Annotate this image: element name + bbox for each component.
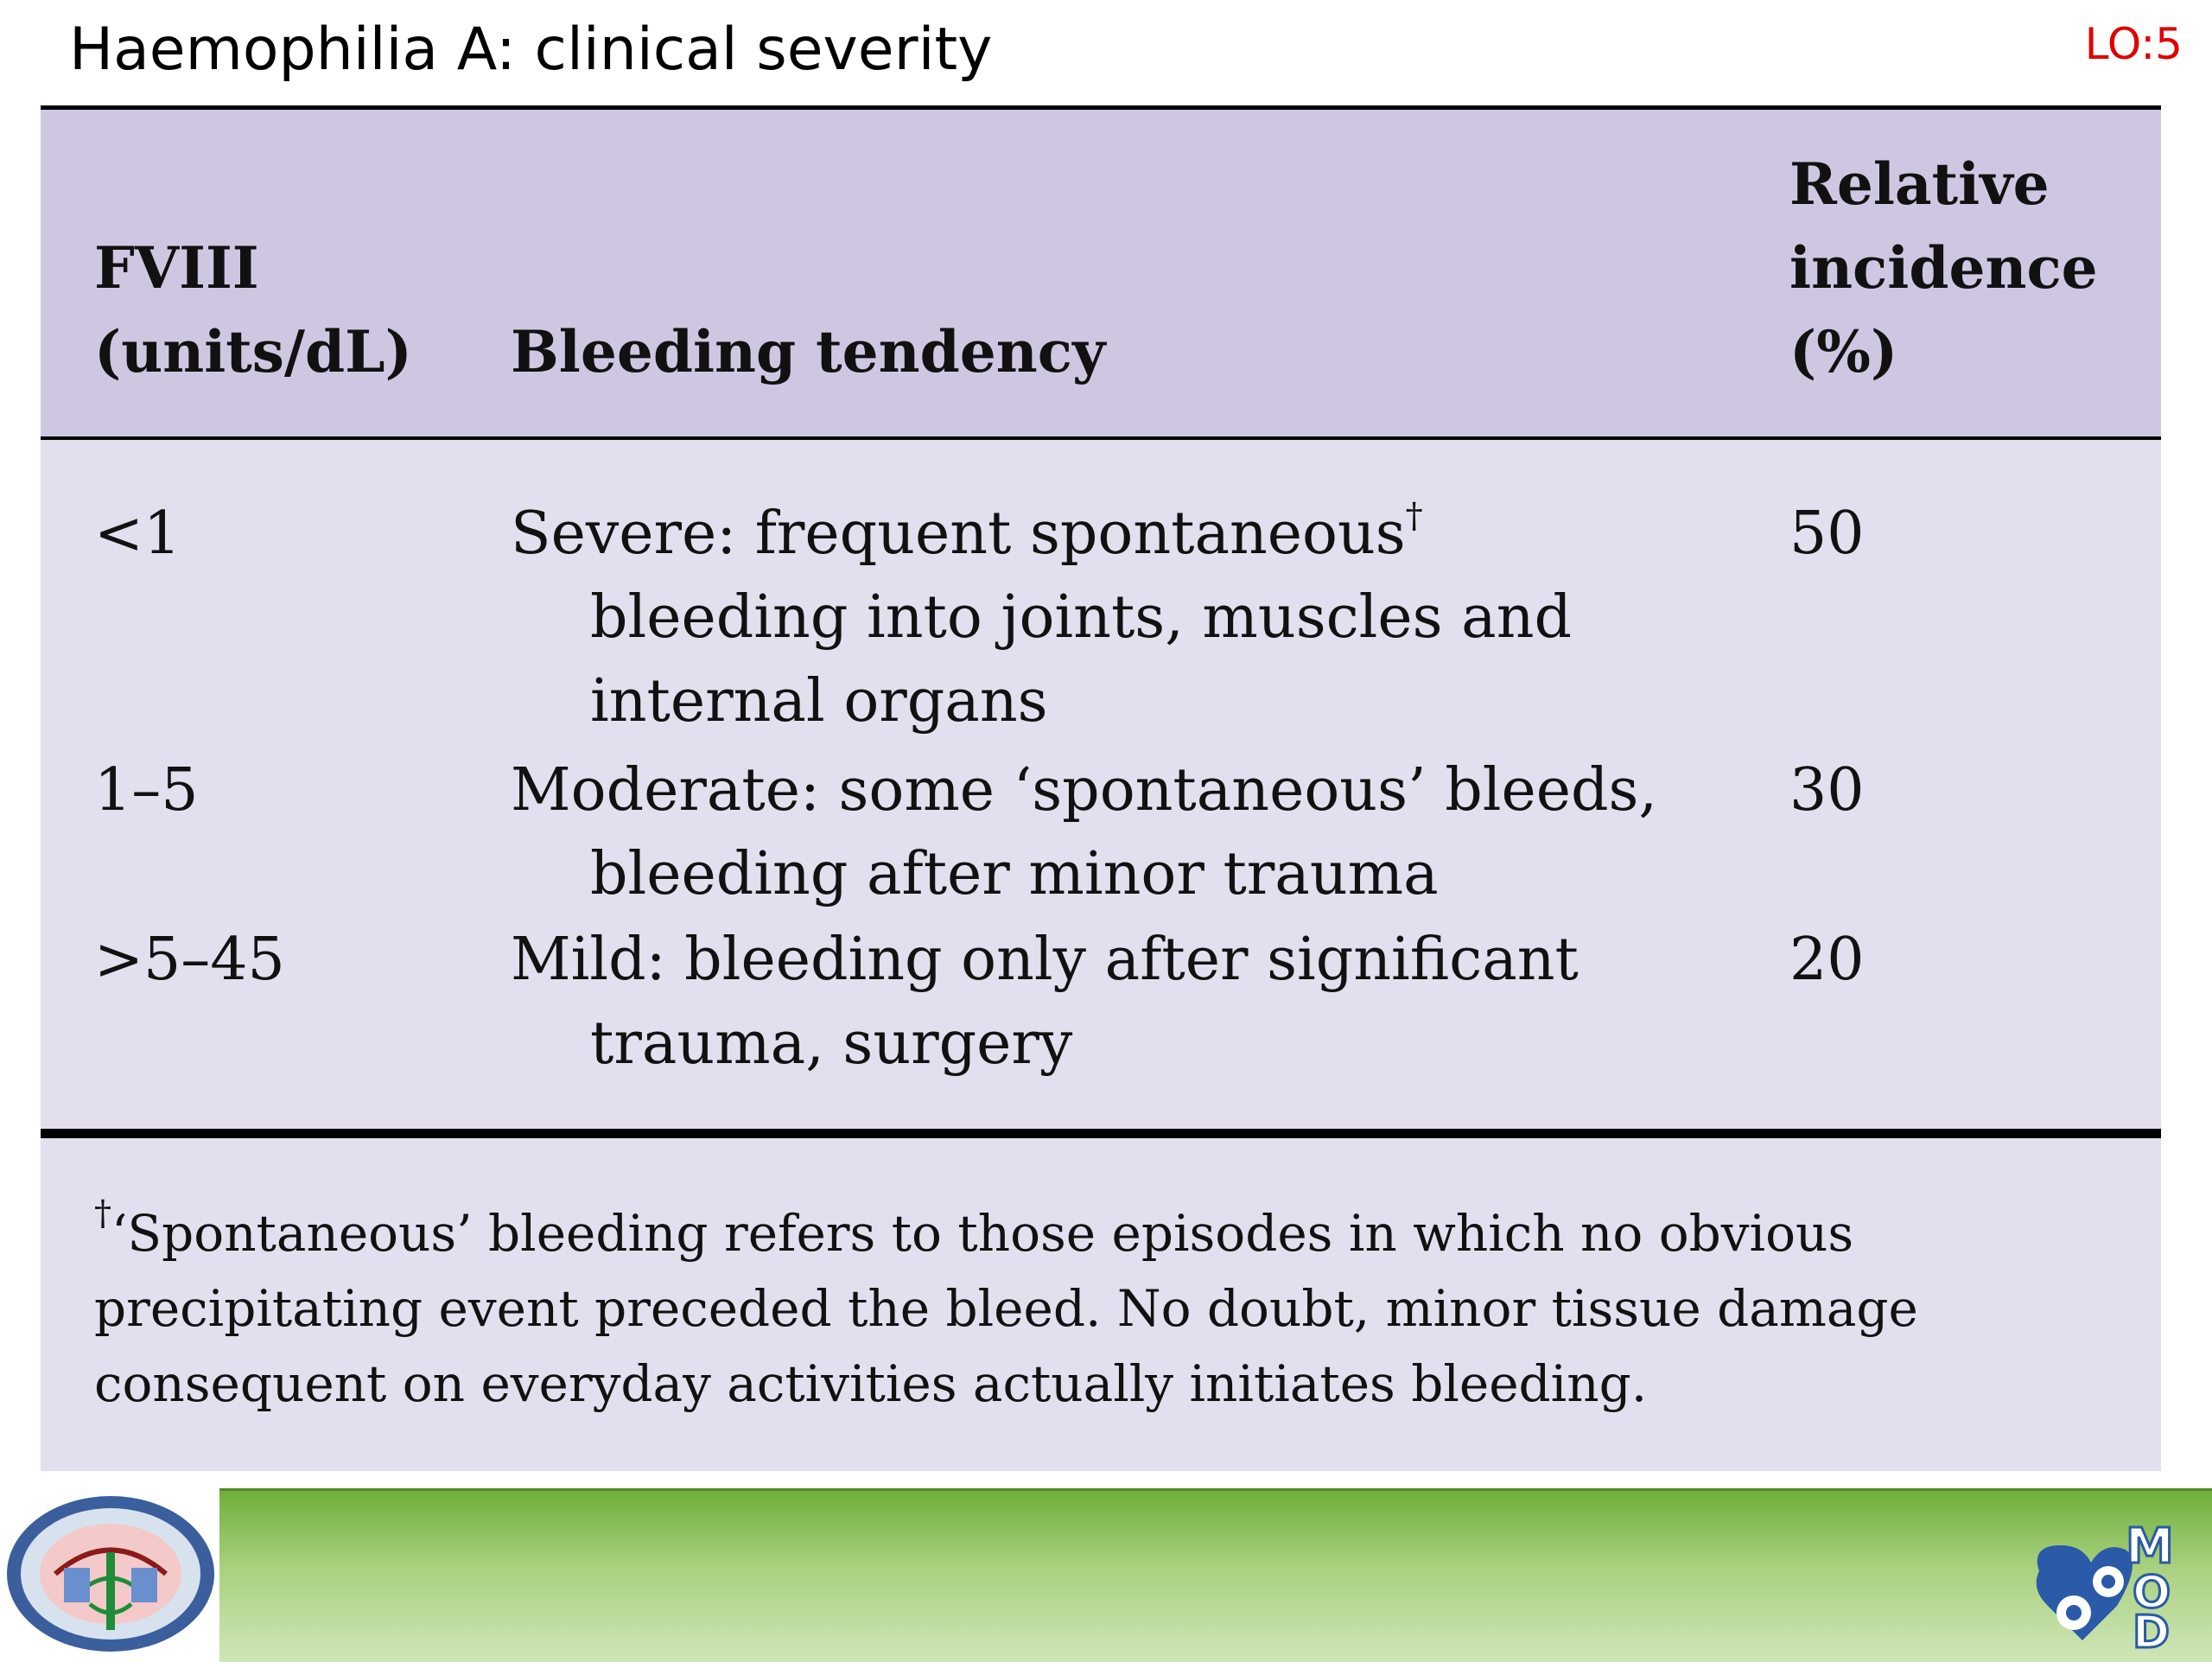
row-moderate-incidence: 30 xyxy=(1789,756,1865,825)
table-footnote xyxy=(94,1196,2116,1422)
footer-bar xyxy=(219,1488,2212,1662)
mod-logo xyxy=(2022,1511,2177,1649)
footnote-line1 xyxy=(94,1196,2116,1271)
row-severe-tendency-line3: internal organs xyxy=(590,667,1048,735)
row-mild-tendency-line1: Mild: bleeding only after significant xyxy=(511,926,1579,994)
footnote-line3: consequent on everyday activities actually initiates bleeding. xyxy=(94,1354,1648,1413)
severity-table xyxy=(41,105,2161,1471)
row-mild-incidence: 20 xyxy=(1789,926,1865,994)
header-fviii-line2: (units/dL) xyxy=(94,318,412,385)
footnote-line1-text: ‘Spontaneous’ bleeding refers to those episodes in which no obvious xyxy=(111,1204,1854,1263)
row-severe-tendency xyxy=(511,492,1423,576)
row-severe-tendency-line1: Severe: frequent spontaneous xyxy=(511,500,1406,568)
row-mild-tendency-line2: trauma, surgery xyxy=(590,1009,1073,1078)
header-relative-line2: incidence xyxy=(1789,234,2098,302)
footnote-line2: precipitating event preceded the bleed. No doubt, minor tissue damage xyxy=(94,1279,1918,1338)
footnote-dagger: † xyxy=(94,1194,111,1233)
table-header-rule xyxy=(41,436,2161,440)
svg-text:D: D xyxy=(2133,1607,2171,1649)
header-relative-line3: (%) xyxy=(1789,318,1898,385)
row-moderate-tendency-line2: bleeding after minor trauma xyxy=(590,840,1439,908)
row-severe-tendency-line2: bleeding into joints, muscles and xyxy=(590,583,1573,652)
row-moderate-fviii: 1–5 xyxy=(94,756,199,825)
dagger-mark: † xyxy=(1405,496,1423,536)
header-bleeding-tendency: Bleeding tendency xyxy=(511,318,1106,385)
row-severe-incidence: 50 xyxy=(1789,500,1865,568)
table-bottom-rule xyxy=(41,1129,2161,1138)
university-seal-logo xyxy=(3,1492,218,1656)
slide-title: Haemophilia A: clinical severity xyxy=(69,16,993,84)
header-fviii xyxy=(94,226,412,394)
header-relative-incidence xyxy=(1789,143,2098,394)
table-header xyxy=(41,110,2161,436)
row-moderate-tendency-line1: Moderate: some ‘spontaneous’ bleeds, xyxy=(511,756,1657,825)
lo-tag: LO:5 xyxy=(2084,19,2183,69)
row-severe-fviii: <1 xyxy=(94,500,181,568)
svg-text:M: M xyxy=(2126,1519,2174,1575)
header-fviii-line1: FVIII xyxy=(94,234,259,302)
row-mild-fviii: >5–45 xyxy=(94,926,285,994)
svg-text:O: O xyxy=(2133,1567,2171,1619)
header-relative-line1: Relative xyxy=(1789,150,2050,218)
